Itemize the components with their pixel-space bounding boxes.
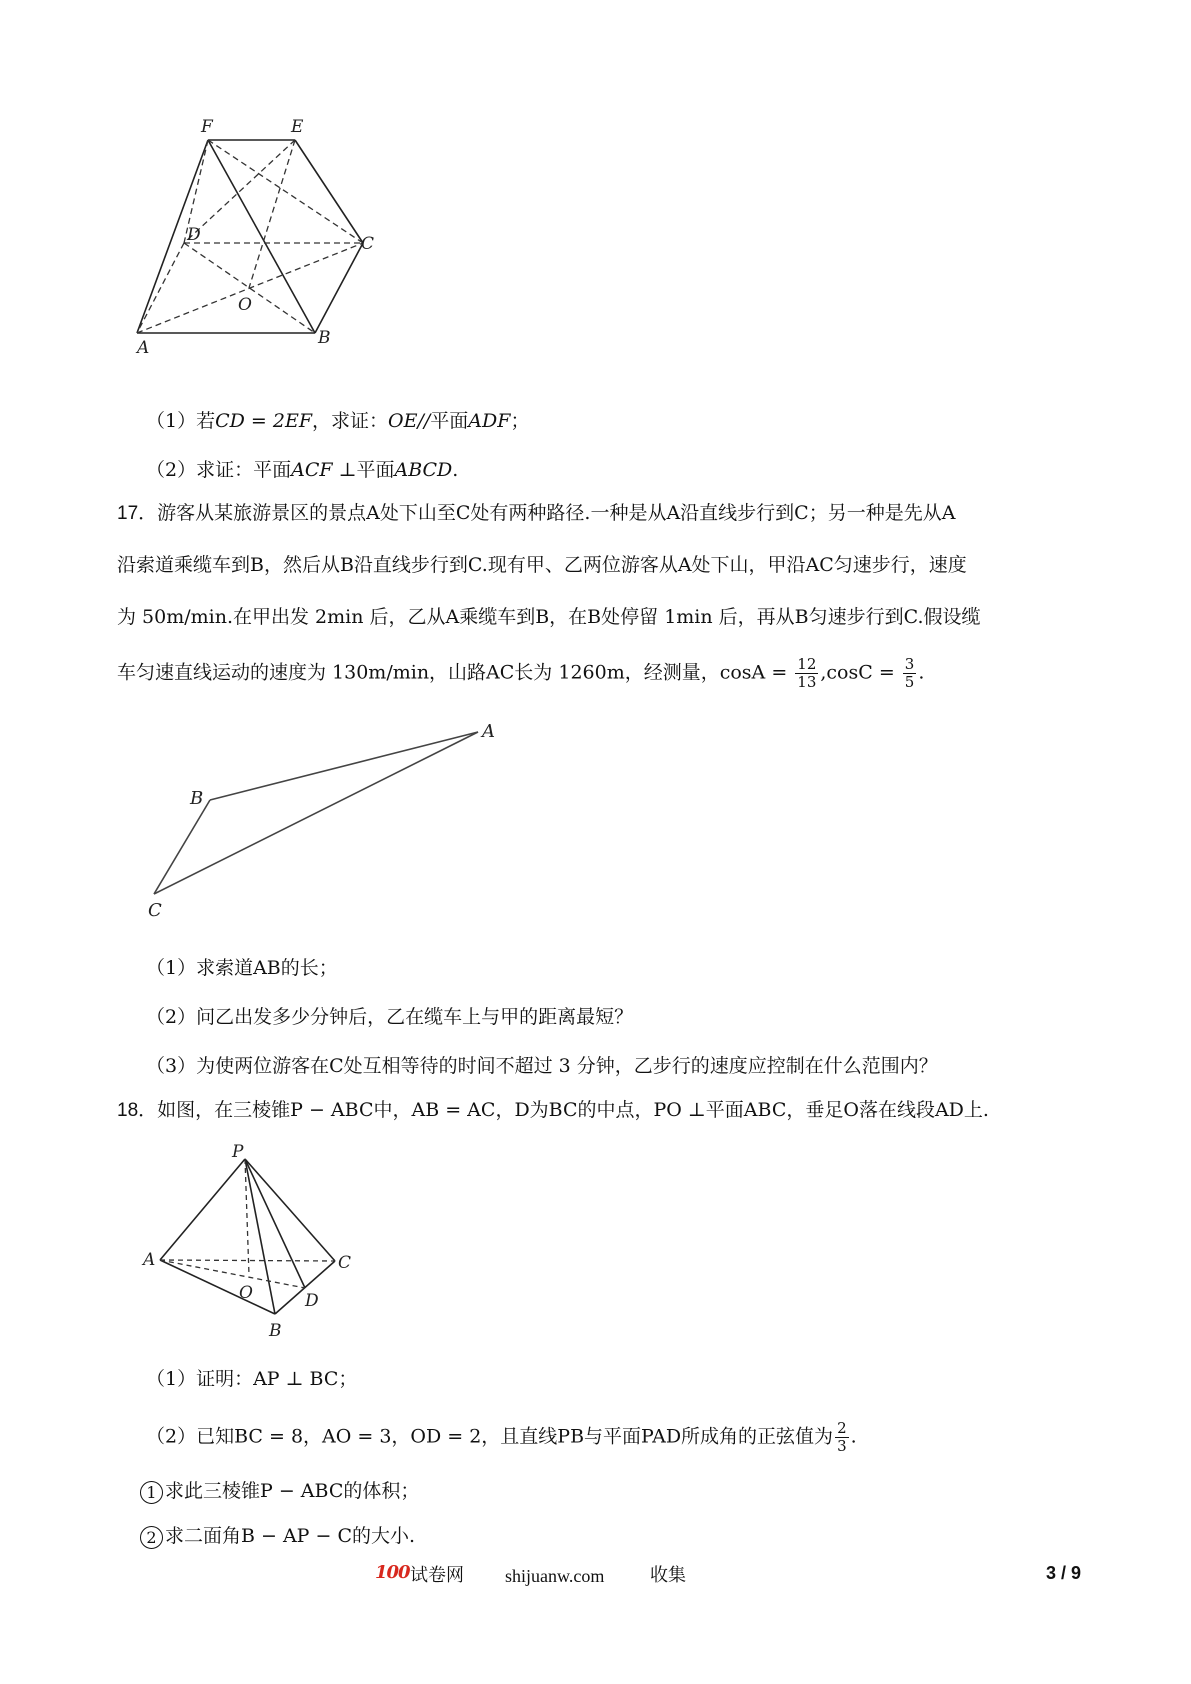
label-A: A [143,1250,156,1270]
q17-text4c: . [918,661,925,684]
q16-part2-label: （2）求证：平面 [146,459,292,481]
q18-text1: ．如图，在三棱锥P − ABC中，AB = AC，D为BC的中点，PO ⊥平面ABC，垂足O落在线段AD上. [138,1099,989,1121]
label-C: C [148,900,162,921]
q17-part1 [146,955,338,981]
sine-fraction [835,1420,849,1455]
q18-line1 [117,1097,989,1124]
figure-17-triangle [140,716,510,926]
site-logo: 100 [375,1562,410,1583]
q17-text4a: 车匀速直线运动的速度为 130m/min，山路AC长为 1260m，经测量，cosA = [117,661,788,684]
label-C: C [338,1253,352,1273]
cosA-denominator: 13 [797,673,817,691]
q17-text2: 沿索道乘缆车到B，然后从B沿直线步行到C.现有甲、乙两位游客从A处下山，甲沿AC匀速步行，速度 [117,554,967,576]
footer-domain: shijuanw.com [505,1566,605,1586]
cosC-numerator: 3 [904,655,915,673]
cosC-fraction [903,656,917,691]
cosA-fraction [795,656,818,691]
q17-part3 [146,1053,938,1079]
cosC-denominator: 5 [904,673,915,691]
q17-line2 [117,552,967,578]
q18-part1-text: （1）证明：AP ⊥ BC； [146,1368,358,1390]
figure-16-polyhedron [125,112,405,362]
label-B: B [318,328,331,348]
q18-part1 [146,1366,357,1392]
q16-part2-mid: ⊥平面 [332,459,395,481]
label-B: B [269,1321,282,1341]
sine-denominator: 3 [837,1437,847,1455]
sine-numerator: 2 [837,1419,847,1437]
q16-part1-rel: OE// [388,410,431,432]
q16-part1 [146,408,529,434]
q17-part1-text: （1）求索道AB的长； [146,957,338,979]
q17-line1 [117,500,955,527]
q18-sub1-text: 求此三棱锥P − ABC的体积； [165,1480,420,1502]
q18-sub1 [140,1478,419,1504]
q17-part2 [146,1004,633,1030]
label-A: A [482,721,495,742]
label-P: P [232,1143,244,1162]
figure-18-tetrahedron [140,1143,370,1343]
q16-part1-eq: CD = 2EF [215,410,313,432]
q17-part2-text: （2）问乙出发多少分钟后，乙在缆车上与甲的距离最短？ [146,1006,634,1028]
q17-text4b: ,cosC = [820,661,895,684]
q16-part2-plane2: ABCD [394,459,453,481]
q17-text1: ．游客从某旅游景区的景点A处下山至C处有两种路径.一种是从A沿直线步行到C；另一种是先从A [138,502,956,524]
label-C: C [361,234,375,254]
footer-collect: 收集 [650,1565,686,1586]
q16-part1-end: 平面 [430,410,469,432]
q17-line3 [117,604,981,630]
q17-text3: 为 50m/min.在甲出发 2min 后，乙从A乘缆车到B，在B处停留 1min 后，再从B匀速步行到C.假设缆 [117,606,981,628]
q18-part2-text: （2）已知BC = 8，AO = 3，OD = 2，且直线PB与平面PAD所成角的正弦值为 [146,1425,834,1448]
footer-site-name: 试卷网 [410,1565,464,1586]
q16-part1-label: （1）若 [146,410,216,432]
circled-number-2: 2 [140,1526,163,1549]
label-E: E [291,117,304,137]
q18-number: 18 [117,1100,139,1121]
label-O: O [238,295,252,315]
q18-sub2 [140,1523,415,1549]
q17-part3-text: （3）为使两位游客在C处互相等待的时间不超过 3 分钟，乙步行的速度应控制在什么范围内？ [146,1055,938,1077]
q16-part2-tail: . [452,459,459,481]
q18-part2-tail: . [850,1425,857,1448]
q16-part1-tail: ； [510,410,530,432]
q16-part1-mid: ，求证： [312,410,389,432]
q17-line4 [117,656,924,691]
label-O: O [239,1283,253,1303]
q16-part2 [146,457,458,483]
label-D: D [305,1291,319,1311]
label-B: B [190,788,204,809]
q18-sub2-text: 求二面角B − AP − C的大小. [165,1525,416,1547]
q18-part2 [146,1420,857,1455]
label-D: D [187,225,201,245]
circled-number-1: 1 [140,1481,163,1504]
label-A: A [137,338,150,358]
label-F: F [201,117,213,137]
q16-part2-plane1: ACF [291,459,333,481]
q16-part1-plane: ADF [468,410,511,432]
page-number: 3 / 9 [1046,1563,1082,1583]
cosA-numerator: 12 [797,655,817,673]
q17-number: 17 [117,503,139,524]
